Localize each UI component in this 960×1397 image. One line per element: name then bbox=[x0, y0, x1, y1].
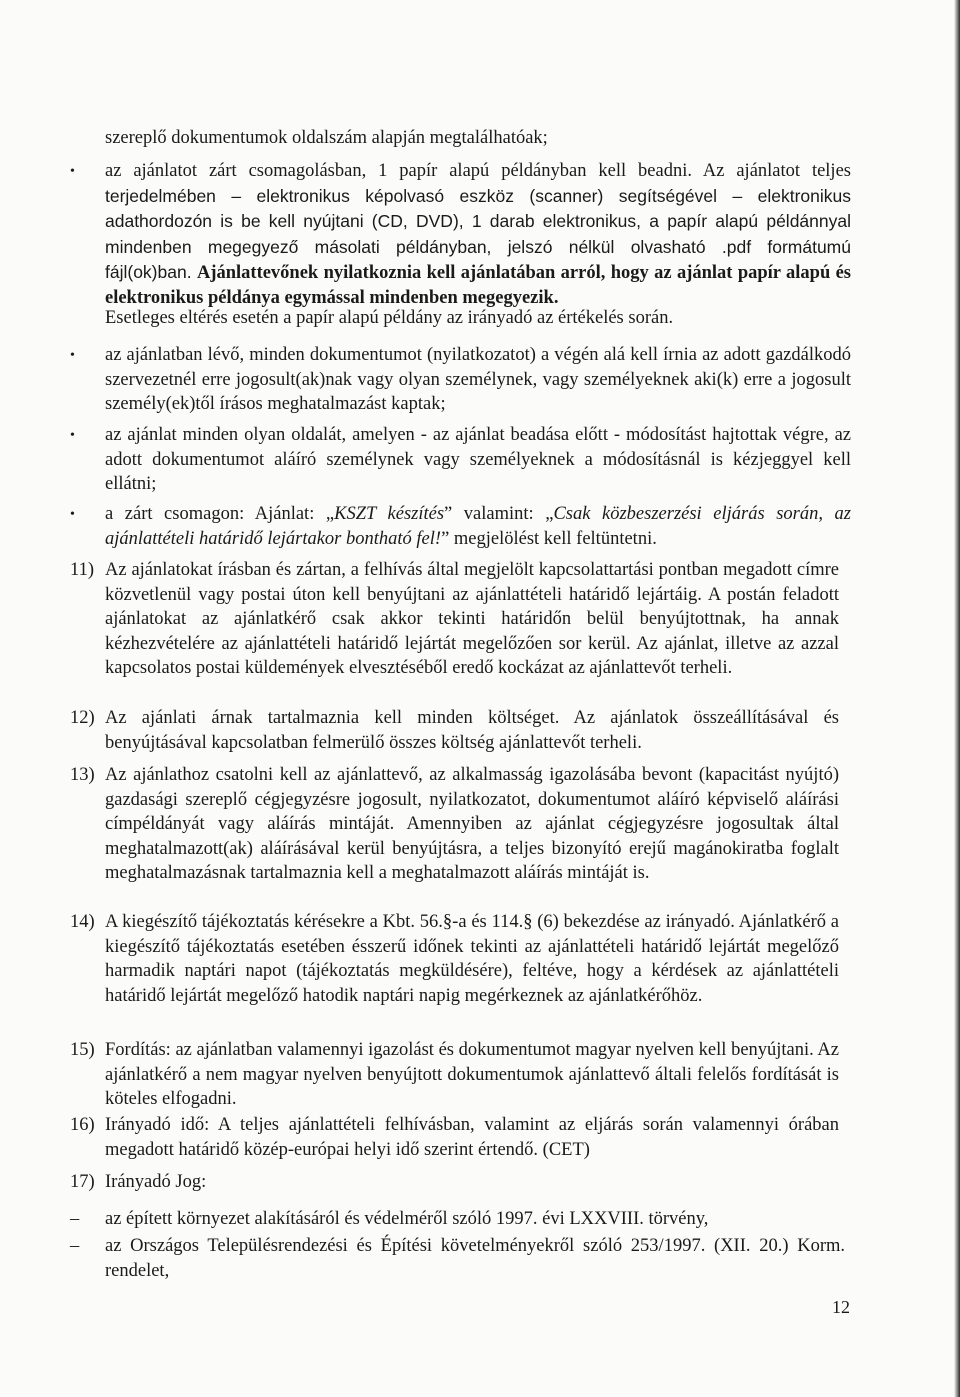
item-number: 13) bbox=[70, 765, 95, 785]
item-16-text: Irányadó idő: A teljes ajánlattételi felhívásban, valamint az eljárás során valamennyi órában megadott határidő közép-európai helyi idő szerint értendő. (CET) bbox=[105, 1115, 839, 1160]
bullet-1-extra: Esetleges eltérés esetén a papír alapú példány az irányadó az értékelés során. bbox=[105, 308, 674, 328]
item-number: 12) bbox=[70, 708, 95, 728]
item-15-text: Fordítás: az ajánlatban valamennyi igazolást és dokumentumot magyar nyelven kell benyújtani. Az ajánlatkérő a nem magyar nyelven benyújtott dokumentumok ajánlattevő általi felelős fordítását is köteles elfogadni. bbox=[105, 1040, 839, 1110]
bullet-item-2: az ajánlatban lévő, minden dokumentumot (nyilatkozatot) a végén alá kell írnia az adott gazdálkodó szervezetnél erre jogosult(ak)nak vagy olyan személynek, vagy személyeknek aki(k) erre a jogosult személy(ek)től írásos meghatalmazást kaptak; bbox=[105, 345, 851, 415]
b4-mid: ” valamint: „ bbox=[444, 504, 554, 524]
bullet-icon: • bbox=[70, 164, 75, 179]
item-number: 14) bbox=[70, 912, 95, 932]
b4-italic-2: Csak közbeszerzési eljárás során, az ajánlattételi határidő lejártakor bontható fel! bbox=[105, 504, 851, 549]
bullet-icon: • bbox=[70, 507, 75, 522]
b4-pre: a zárt csomagon: Ajánlat: „ bbox=[105, 504, 335, 524]
continuation-line: szereplő dokumentumok oldalszám alapján megtalálhatóak; bbox=[105, 128, 548, 148]
item-12-text: Az ajánlati árnak tartalmaznia kell minden költséget. Az ajánlatok összeállításával és benyújtásával kapcsolatban felmerülő összes költség ajánlattevőt terheli. bbox=[105, 708, 839, 753]
item-number: 17) bbox=[70, 1172, 95, 1192]
dash-icon: – bbox=[70, 1209, 80, 1229]
item-number: 15) bbox=[70, 1040, 95, 1060]
b4-italic-1: KSZT készítés bbox=[334, 504, 445, 524]
scan-edge-shadow bbox=[954, 0, 960, 1397]
item-11-text: Az ajánlatokat írásban és zártan, a felhívás által megjelölt kapcsolattartási pontban megadott címre közvetlenül vagy postai úton kell benyújtani az ajánlattételi határidő lejártáig. A postán feladott ajánlatokat az ajánlatkérő csak akkor tekinti határidőn belül benyújtottnak, ha annak kézhezvételére az ajánlattételi határidő lejártát megelőzően sor kerül. Az ajánlat, illetve az azzal kapcsolatos postai küldemények elvesztéséből eredő kockázat az ajánlattevőt terheli. bbox=[105, 560, 839, 679]
bullet-1-text: az ajánlatot zárt csomagolásban, 1 papír alapú példányban kell beadni. Az ajánlatot teljes bbox=[105, 161, 851, 181]
bullet-1-electronic-text: terjedelmében – elektronikus képolvasó eszköz (scanner) segítségével – elektronikus adathordozón is be kell nyújtani (CD, DVD), 1 darab elektronikus, a papír alapú példánnyal mindenben megegyező másolati példányban, jelszó nélkül olvasható .pdf formátumú fájl(ok)ban. bbox=[105, 185, 851, 283]
bullet-icon: • bbox=[70, 428, 75, 443]
law-item-1: az épített környezet alakításáról és védelméről szóló 1997. évi LXXVIII. törvény, bbox=[105, 1209, 709, 1229]
law-item-2: az Országos Településrendezési és Építési követelményekről szóló 253/1997. (XII. 20.) Korm. rendelet, bbox=[105, 1236, 845, 1281]
page-number: 12 bbox=[832, 1297, 850, 1317]
item-number: 16) bbox=[70, 1115, 95, 1135]
item-13-text: Az ajánlathoz csatolni kell az ajánlattevő, az alkalmasság igazolásába bevont (kapacitást nyújtó) gazdasági szereplő cégjegyzésre jogosult, nyilatkozatot, dokumentumot aláíró képviselő aláírási címpéldányát vagy aláírás mintáját. Amennyiben az ajánlat cégjegyzésre jogosultak által meghatalmazott(ak) aláírásával kerül benyújtásra, a teljes bizonyító erejű magánokiratba foglalt meghatalmazásnak tartalmaznia kell a meghatalmazott aláírás mintáját is. bbox=[105, 765, 839, 884]
item-number: 11) bbox=[70, 560, 94, 580]
bullet-item-4 bbox=[105, 502, 851, 551]
bullet-icon: • bbox=[70, 348, 75, 363]
bullet-item-3: az ajánlat minden olyan oldalát, amelyen - az ajánlat beadása előtt - módosítást hajtottak végre, az adott dokumentumot aláíró személynek vagy személyeknek a módosításnál is kézjeggyel kell ellátni; bbox=[105, 425, 851, 495]
bullet-1-bold-text: Ajánlattevőnek nyilatkoznia kell ajánlatában arról, hogy az ajánlat papír alapú és elektronikus példánya egymással mindenben megegyezik. bbox=[105, 263, 852, 308]
item-14-text: A kiegészítő tájékoztatás kérésekre a Kbt. 56.§-a és 114.§ (6) bekezdése az irányadó. Ajánlatkérő a kiegészítő tájékoztatás esetében ésszerű időnek tekinti az ajánlattételi határidő lejártát megelőző harmadik naptári napot (tájékoztatás megküldésére), feltéve, hogy a kérdések az ajánlattételi határidő lejártát megelőző hatodik naptári napig megérkeznek az ajánlatkérőhöz. bbox=[105, 912, 839, 1006]
dash-icon: – bbox=[70, 1236, 80, 1256]
b4-post: ” megjelölést kell feltüntetni. bbox=[441, 528, 657, 549]
item-17-text: Irányadó Jog: bbox=[105, 1172, 207, 1192]
bullet-item-1 bbox=[105, 159, 851, 311]
